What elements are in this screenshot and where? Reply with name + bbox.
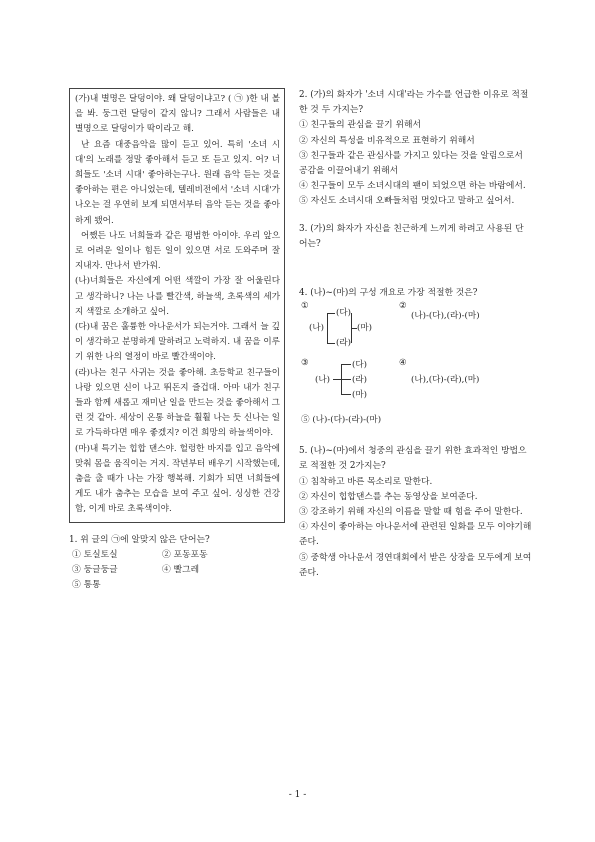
q1-option-1[interactable]: ① 토실토실 <box>72 549 118 560</box>
q4-option-5[interactable]: ⑤ (나)-(다)-(라)-(마) <box>301 415 382 426</box>
q4-option-3-number[interactable]: ③ <box>301 358 309 369</box>
q5-option-3[interactable]: ③ 강조하기 위해 자신의 이름을 말할 때 힘을 주어 말한다. <box>299 507 523 518</box>
question-5-stem: 5. (나)~(마)에서 청중의 관심을 끌기 위한 효과적인 방법으로 적절한 것 2가지는? <box>299 446 527 472</box>
q2-option-1[interactable]: ① 친구들의 관심을 끌기 위해서 <box>299 120 421 131</box>
left-column <box>69 88 285 594</box>
question-4-diagrams <box>299 301 532 429</box>
passage-paragraph-ga: (가)내 별명은 달덩이야. 왜 달덩이냐고? ( ㉠ )한 내 볼을 봐. 둥그런 달덩이 같지 않니? 그래서 사람들은 내 별명으로 달덩이가 딱이라고 해. <box>75 94 280 135</box>
q2-option-4[interactable]: ④ 친구들이 모두 소녀시대의 팬이 되었으면 하는 바람에서. <box>299 181 526 192</box>
q4-d3-root: (나) <box>315 375 331 386</box>
right-column <box>299 88 532 581</box>
q2-option-3[interactable]: ③ 친구들과 같은 관심사를 가지고 있다는 것을 알림으로서 공감을 이끌어내기 위해서 <box>299 150 523 177</box>
q4-d3-node-a: (다) <box>352 360 368 371</box>
q5-option-1[interactable]: ① 침착하고 바른 목소리로 말한다. <box>299 476 433 487</box>
q2-option-5[interactable]: ⑤ 자신도 소녀시대 오빠들처럼 멋있다고 말하고 싶어서. <box>299 196 515 207</box>
question-2-stem: 2. (가)의 화자가 '소녀 시대'라는 가수를 언급한 이유로 적절한 것 두 가지는? <box>299 90 529 116</box>
q4-option-2-text: (나)-(다),(라)-(마) <box>411 311 480 322</box>
passage-paragraph-ra: (라)나는 친구 사귀는 것을 좋아해. 초등학교 친구들이 나랑 있으면 신이 나고 뛰돈지 즐겁대. 아마 내가 친구들과 함께 새롭고 재미난 일을 만드는 것을 좋아해서 그런 것 같아. 세상이 온통 하늘을 훨훨 나는 듯 신나는 일로 가득하다면 매우 좋겠지? 이건 희망의 하늘색이야. <box>75 367 280 439</box>
q1-option-2[interactable]: ② 포동포동 <box>162 549 208 560</box>
q5-option-5[interactable]: ⑤ 중학생 아나운서 경연대회에서 받은 상장을 모두에게 보여준다. <box>299 552 532 578</box>
q4-d3-line-c <box>341 394 351 395</box>
q4-d1-node-a: (다) <box>336 308 352 319</box>
q4-option-4-number[interactable]: ④ <box>399 358 407 369</box>
passage-paragraph-da: (다)내 꿈은 훌륭한 아나운서가 되는거야. 그래서 늘 깊이 생각하고 분명하게 말하려고 노력하지. 내 꿈을 이루기 위한 나의 열정이 바로 빨간색이야. <box>75 322 280 363</box>
passage-paragraph-ga-2: 난 요즘 대중음악을 많이 듣고 있어. 특히 '소녀 시대'의 노래를 정말 좋아해서 듣고 또 듣고 있지. 어? 너희들도 '소녀 시대' 좋아하는구나. 원래 음악 듣는 것을 좋아하는 편은 아니었는데, 텔레비전에서 '소녀 시대'가 나오는 걸 우연히 보게 되면서부터 음악 듣는 것을 좋아하게 됐어. <box>75 139 280 226</box>
passage-paragraph-ma: (마)내 특기는 힙합 댄스야. 헐렁한 바지를 입고 음악에 맞춰 몸을 움직이는 거지. 작년부터 배우기 시작했는데, 춤을 출 때가 나는 가장 행복해. 기회가 되면 너희들에게도 내가 춤추는 모습을 보여 주고 싶어. 싱싱한 건강함, 이게 바로 초록색이야. <box>75 443 280 515</box>
q2-option-2[interactable]: ② 자신의 특성을 비유적으로 표현하기 위해서 <box>299 135 475 146</box>
passage-paragraph-na: (나)너희들은 자신에게 어떤 색깔이 가장 잘 어울린다고 생각하니? 나는 나를 빨간색, 하늘색, 초록색의 세가지 색깔로 소개하고 싶어. <box>75 276 280 317</box>
q4-d1-line-a <box>327 313 335 314</box>
passage-paragraph-ga-3: 어쨌든 나도 너희들과 같은 평범한 아이야. 우리 앞으로 어려운 일이나 힘든 일이 있으면 서로 도와주며 잘 지내자. 만나서 반가워. <box>75 230 280 272</box>
question-1-options <box>69 548 285 594</box>
q4-d1-node-c: (라) <box>336 338 352 349</box>
q4-option-1-number[interactable]: ① <box>301 301 309 312</box>
q4-option-4-text: (나),(다)-(라),(마) <box>411 375 480 386</box>
q1-option-5[interactable]: ⑤ 통통 <box>72 580 101 591</box>
q4-d3-line-b <box>341 379 351 380</box>
q4-d3-line-a <box>341 364 351 365</box>
question-4-stem: 4. (나)~(마)의 구성 개요로 가장 적절한 것은? <box>299 288 478 299</box>
q4-d3-node-c: (마) <box>352 390 368 401</box>
q5-option-4[interactable]: ④ 자신이 좋아하는 아나운서에 관련된 일화를 모두 이야기해준다. <box>299 522 532 548</box>
q1-option-4[interactable]: ④ 빨그레 <box>162 565 200 576</box>
q1-option-3[interactable]: ③ 둥글둥글 <box>72 565 118 576</box>
q4-option-2-number[interactable]: ② <box>399 301 407 312</box>
reading-passage-box <box>69 88 285 523</box>
q4-d1-root: (나) <box>309 323 325 334</box>
page-number: - 1 - <box>288 790 307 800</box>
question-3-stem: 3. (가)의 화자가 자신을 친근하게 느끼게 하려고 사용된 단어는? <box>299 223 524 249</box>
q4-d1-line-c <box>327 343 335 344</box>
q4-d1-bracket <box>327 313 328 343</box>
q5-option-2[interactable]: ② 자신이 힙합댄스를 추는 동영상을 보여준다. <box>299 491 478 502</box>
q4-d1-node-b: (마) <box>357 323 373 334</box>
question-1-stem: 1. 위 글의 ㉠에 알맞지 않은 단어는? <box>69 534 210 545</box>
q4-d3-node-b: (라) <box>352 375 368 386</box>
q4-d3-line-root <box>333 379 341 380</box>
